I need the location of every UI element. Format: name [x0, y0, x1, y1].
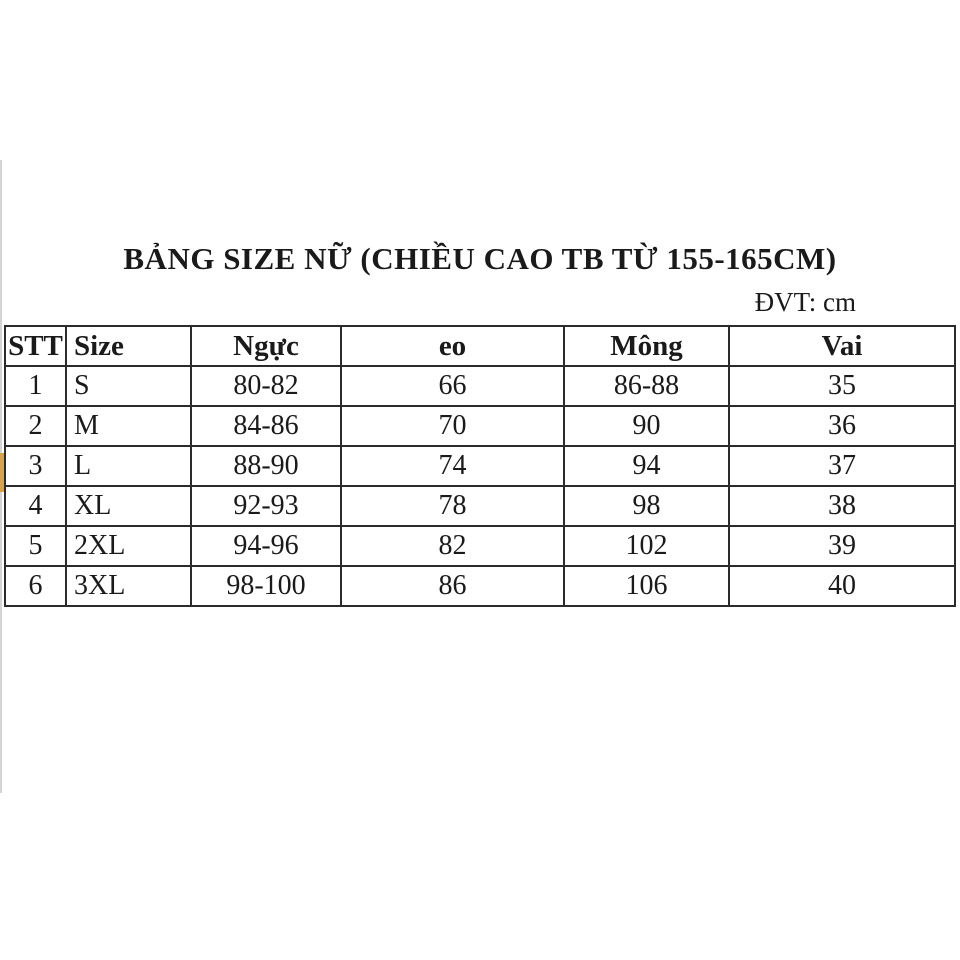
cell: 6 — [5, 566, 66, 606]
cell: 98 — [564, 486, 729, 526]
cell: S — [66, 366, 191, 406]
table-row — [5, 366, 955, 406]
header-cell-3: eo — [341, 326, 564, 366]
table-row — [5, 446, 955, 486]
header-cell-2: Ngực — [191, 326, 341, 366]
cell: M — [66, 406, 191, 446]
cell: 102 — [564, 526, 729, 566]
cell: 2XL — [66, 526, 191, 566]
header-cell-1: Size — [66, 326, 191, 366]
cell: 86 — [341, 566, 564, 606]
cell: 37 — [729, 446, 955, 486]
cell: 3XL — [66, 566, 191, 606]
cell: 92-93 — [191, 486, 341, 526]
header-cell-4: Mông — [564, 326, 729, 366]
table-row — [5, 486, 955, 526]
cell: 90 — [564, 406, 729, 446]
table-row — [5, 406, 955, 446]
cell: 84-86 — [191, 406, 341, 446]
cell: 3 — [5, 446, 66, 486]
cell: 39 — [729, 526, 955, 566]
cell: 36 — [729, 406, 955, 446]
cell: 98-100 — [191, 566, 341, 606]
cell: L — [66, 446, 191, 486]
cell: 86-88 — [564, 366, 729, 406]
cell: 94-96 — [191, 526, 341, 566]
cell: 88-90 — [191, 446, 341, 486]
unit-note: ĐVT: cm — [754, 287, 856, 317]
cell: 35 — [729, 366, 955, 406]
header-cell-0: STT — [5, 326, 66, 366]
cell: 40 — [729, 566, 955, 606]
cell: 66 — [341, 366, 564, 406]
cell: 5 — [5, 526, 66, 566]
header-row — [5, 326, 955, 366]
size-table — [4, 325, 956, 607]
header-cell-5: Vai — [729, 326, 955, 366]
cell: 78 — [341, 486, 564, 526]
cell: 106 — [564, 566, 729, 606]
cell: 1 — [5, 366, 66, 406]
cell: XL — [66, 486, 191, 526]
cell: 4 — [5, 486, 66, 526]
cell: 38 — [729, 486, 955, 526]
size-chart-title: BẢNG SIZE NỮ (CHIỀU CAO TB TỪ 155-165CM) — [123, 241, 837, 276]
cell: 82 — [341, 526, 564, 566]
cell: 80-82 — [191, 366, 341, 406]
cell: 74 — [341, 446, 564, 486]
table-row — [5, 566, 955, 606]
row-highlight-strip — [0, 453, 4, 492]
table-row — [5, 526, 955, 566]
cell: 2 — [5, 406, 66, 446]
cell: 70 — [341, 406, 564, 446]
cell: 94 — [564, 446, 729, 486]
